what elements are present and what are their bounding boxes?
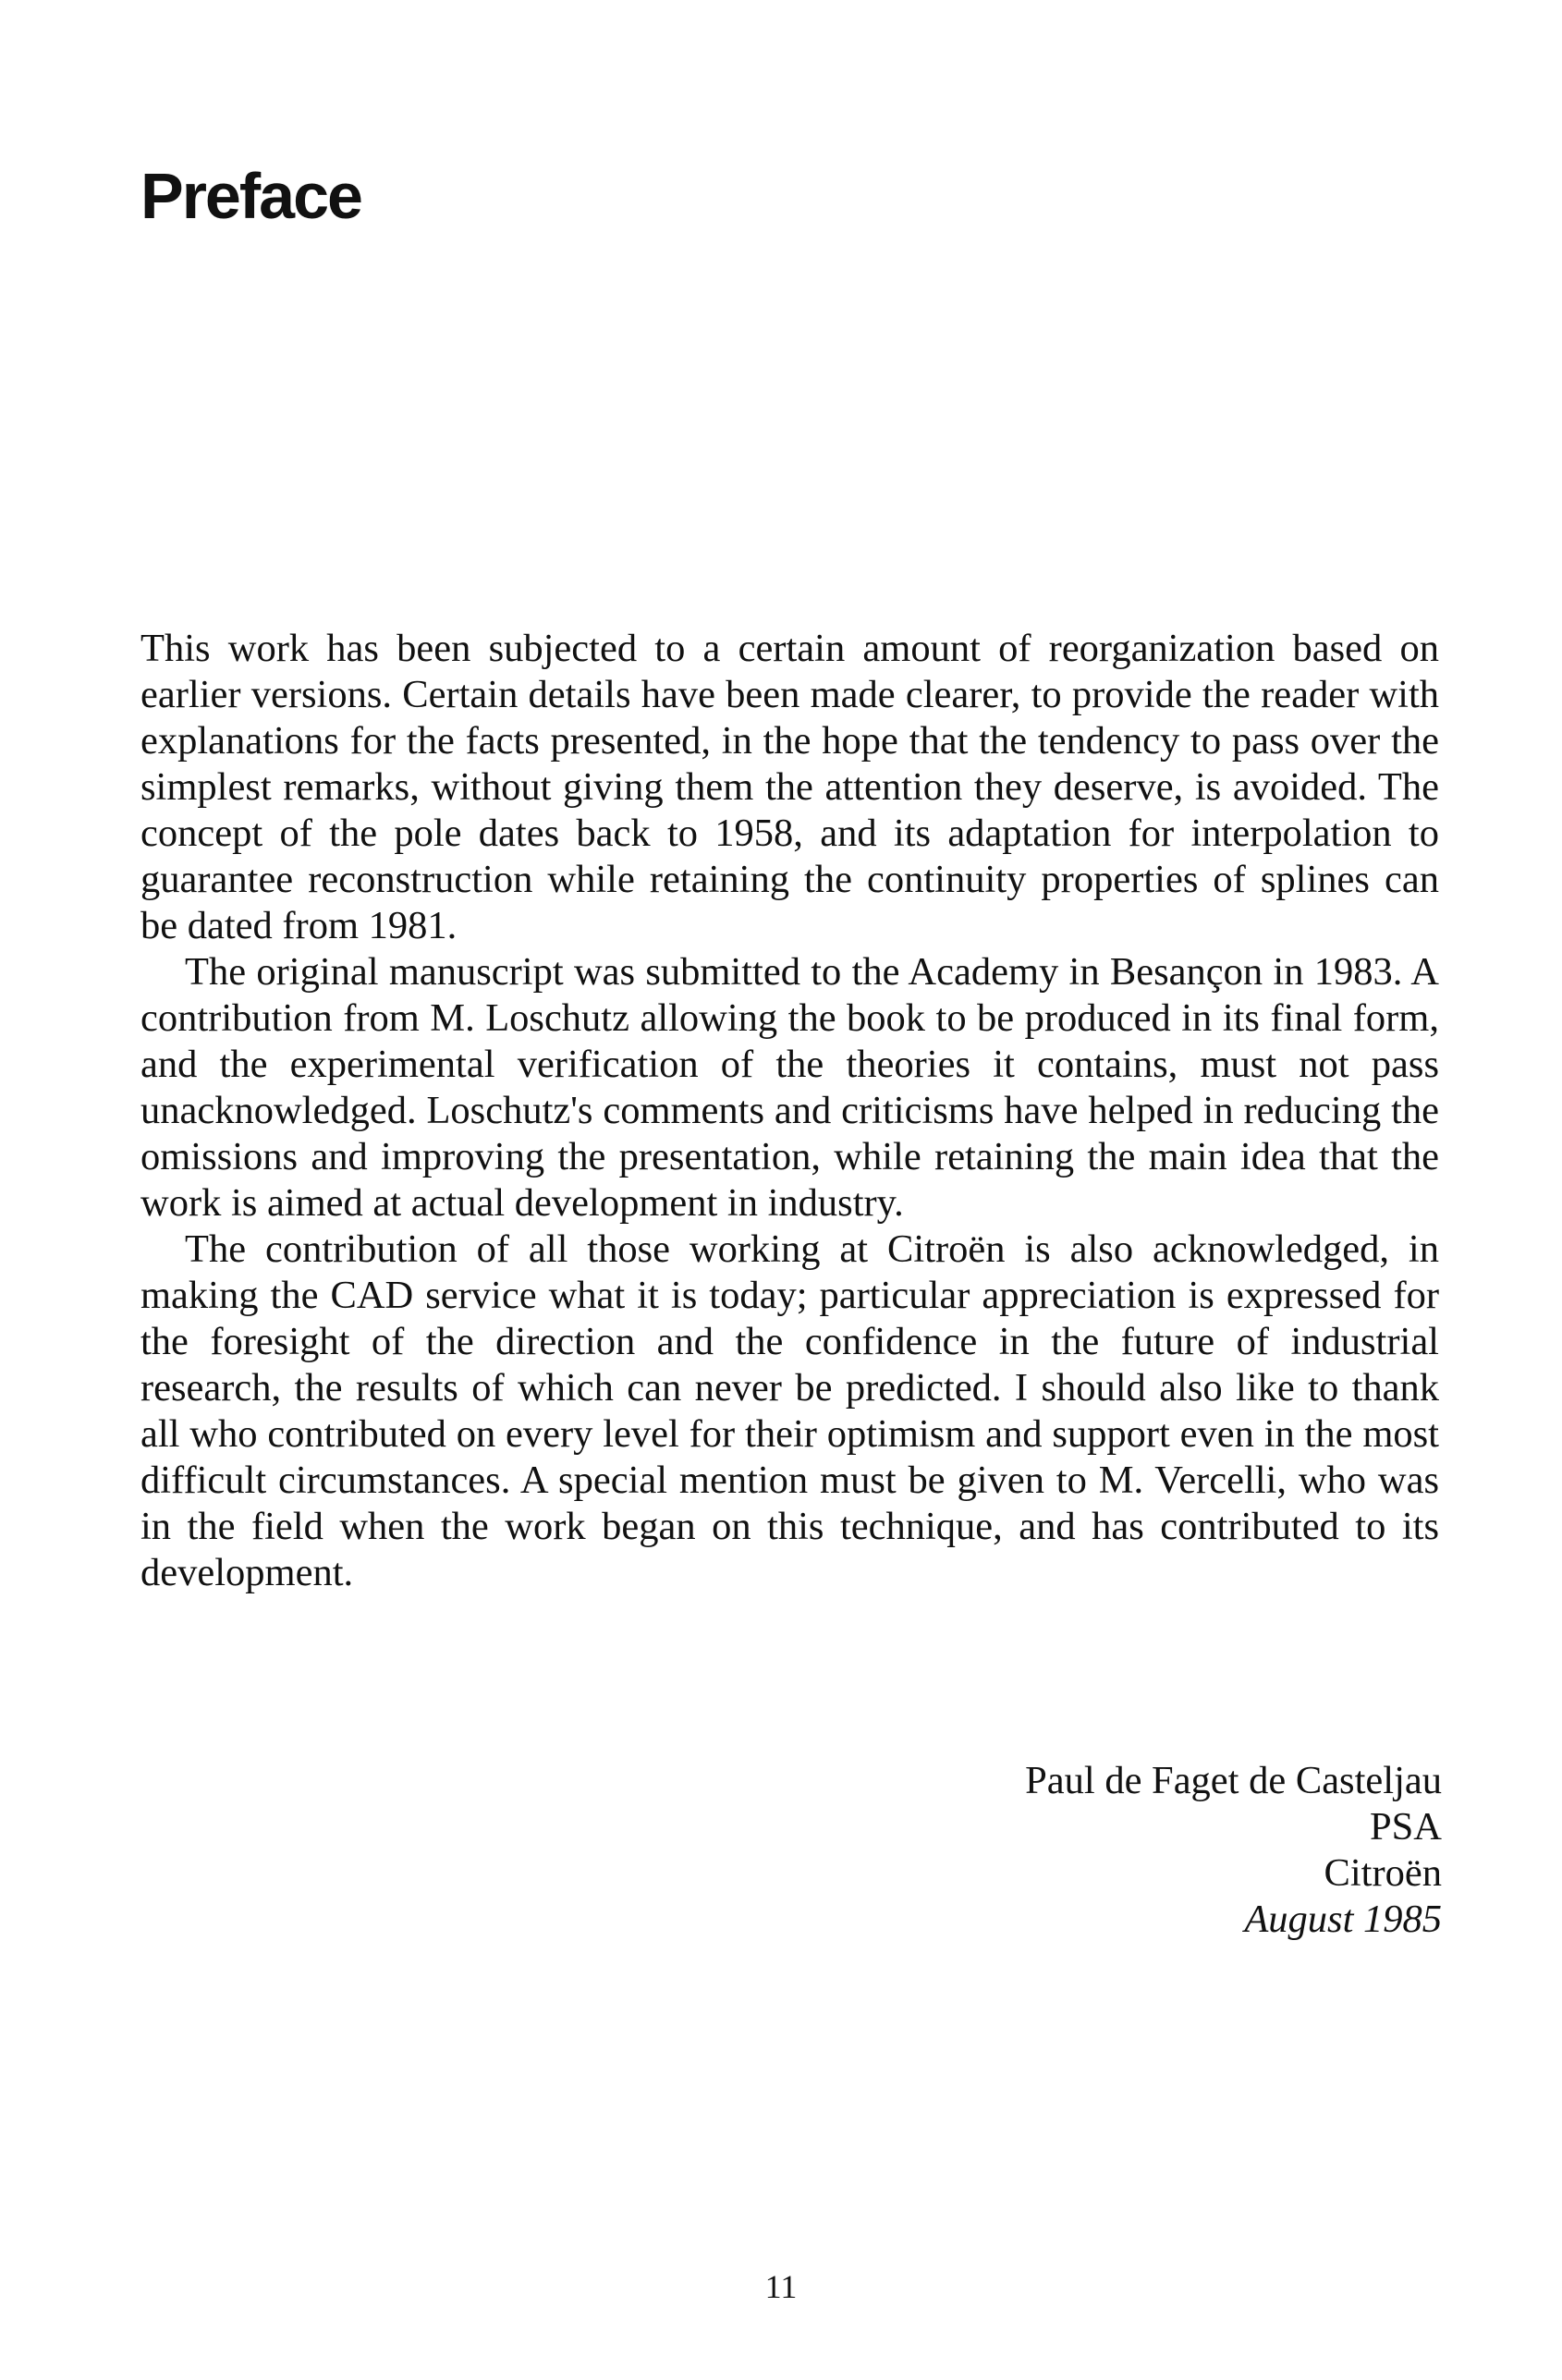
paragraph-1: This work has been subjected to a certain amount of reorganization based on earlier versions. Certain details have been made clearer, to provide the reader with explanations for the facts presented, in the hope that the tendency to pass over the simplest remarks, without giving them the attention they deserve, is avoided. The concept of the pole dates back to 1958, and its adaptation for interpolation to guarantee reconstruction while retaining the continuity properties of splines can be dated from 1981. xyxy=(140,627,1439,947)
author-name: Paul de Faget de Casteljau xyxy=(1025,1759,1442,1802)
author-company: PSA xyxy=(1370,1805,1442,1849)
page-title: Preface xyxy=(140,160,361,232)
page-number: 11 xyxy=(764,2268,798,2305)
paragraph-3: The contribution of all those working at Citroën is also acknowledged, in making the CAD service what it is today; particular appreciation is expressed for the foresight of the direction and the confidence in the future of industrial research, the results of which can never be predicted. I should also like to thank all who contributed on every level for their optimism and support even in the most difficult circumstances. A special mention must be given to M. Vercelli, who was in the field when the work began on this technique, and has contributed to its development. xyxy=(140,1227,1439,1594)
author-division: Citroën xyxy=(1324,1851,1442,1895)
paragraph-2: The original manuscript was submitted to the Academy in Besançon in 1983. A contribution from M. Loschutz allowing the book to be produced in its final form, and the experimental verification of the theories it contains, must not pass unacknowledged. Loschutz's comments and criticisms have helped in reducing the omissions and improving the presentation, while retaining the main idea that the work is aimed at actual development in industry. xyxy=(140,950,1439,1225)
preface-body xyxy=(140,626,1439,1596)
signature-block xyxy=(1025,1758,1442,1943)
signature-date: August 1985 xyxy=(1244,1898,1442,1941)
